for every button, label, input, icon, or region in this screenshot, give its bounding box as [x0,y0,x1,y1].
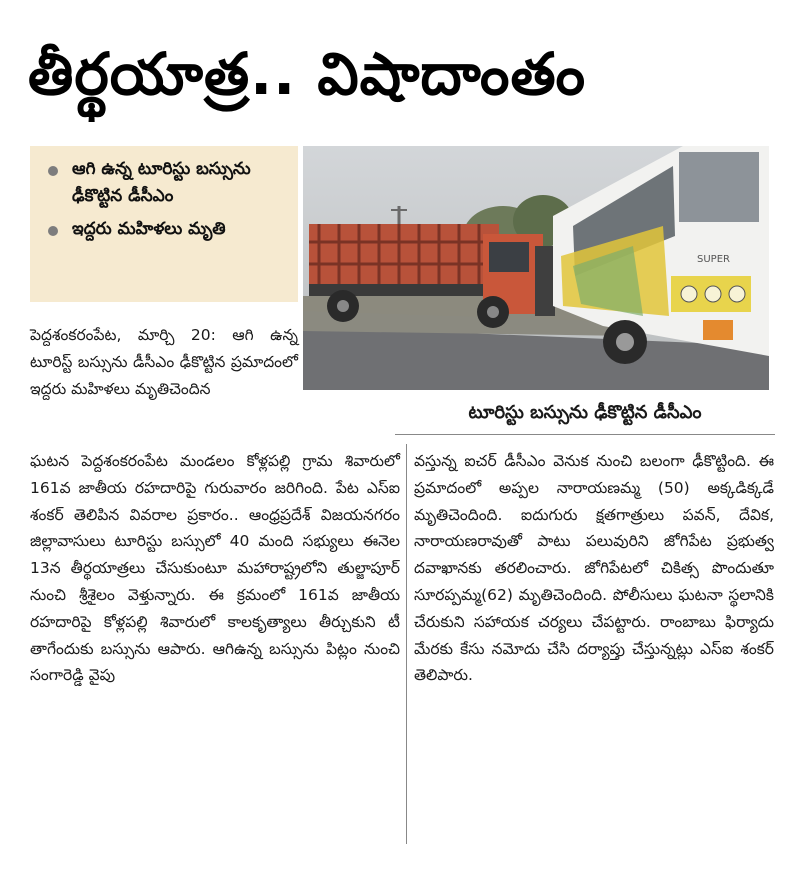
article-column-left [30,448,400,689]
article-column-right [414,448,774,689]
article-paragraph: ఘటన పెద్దశంకరంపేట మండలం కోళ్లపల్లి గ్రామ శివారులో 161వ జాతీయ రహదారిపై గురువారం జరిగింది. పేట ఎస్ఐ శంకర్ తెలిపిన వివరాల ప్రకారం.. ఆంధ్రప్రదేశ్ విజయనగరం జిల్లావాసులు టూరిస్టు బస్సులో 40 మంది సభ్యులు ఈనెల 13న తీర్థయాత్రలు చేసుకుంటూ మహారాష్ట్రలోని తుల్జాపూర్ నుంచి శ్రీశైలం వెళ్తున్నారు. ఈ క్రమంలో 161వ జాతీయ రహదారిపై కోళ్లపల్లి శివారులో కాలకృత్యాలు తీర్చుకుని టీ తాగేందుకు బస్సును ఆపారు. ఆగిఉన్న బస్సును పిట్లం నుంచి సంగారెడ్డి వైపు [30,452,400,685]
headline: తీర్థయాత్ర.. విషాదాంతం [28,40,586,108]
article-paragraph: పెద్దశంకరంపేట, మార్చి 20: ఆగి ఉన్న టూరిస్ట్ బస్సును డీసీఎం ఢీకొట్టిన ప్రమాదంలో ఇద్దరు మహిళలు మృతిచెందిన [30,326,298,398]
bullet-icon [48,166,58,176]
highlights-box [30,146,298,302]
article-column-intro [30,322,298,402]
photo-caption: టూరిస్టు బస్సును ఢీకొట్టిన డీసీఎం [468,402,702,423]
highlight-item [44,216,288,243]
accident-illustration [303,146,769,390]
article-paragraph: వస్తున్న ఐచర్ డీసీఎం వెనుక నుంచి బలంగా ఢీకొట్టింది. ఈ ప్రమాదంలో అప్పల నారాయణమ్మ (50) అక్కడిక్కడే మృతిచెందింది. ఐదుగురు క్షతగాత్రులు పవన్, దేవిక, నారాయణరావుతో పాటు పలువురిని జోగిపేట ప్రభుత్వ దవాఖానకు తరలించారు. జోగిపేటలో చికిత్స పొందుతూ సూరప్పమ్మ(62) మృతిచెందింది. పోలీసులు ఘటనా స్థలానికి చేరుకుని సహాయక చర్యలు చేపట్టారు. రాంబాబు ఫిర్యాదు మేరకు కేసు నమోదు చేసి దర్యాప్తు చేస్తున్నట్లు ఎస్ఐ శంకర్ తెలిపారు. [414,452,774,685]
caption-divider [395,434,775,435]
bullet-icon [48,226,58,236]
column-divider [406,444,407,844]
highlight-text: ఇద్దరు మహిళలు మృతి [72,219,226,239]
highlight-item [44,156,288,210]
highlight-text: ఆగి ఉన్న టూరిస్టు బస్సును ఢీకొట్టిన డీసీఎం [72,159,251,206]
accident-photo [303,146,769,390]
bus-label: SUPER [697,254,730,265]
